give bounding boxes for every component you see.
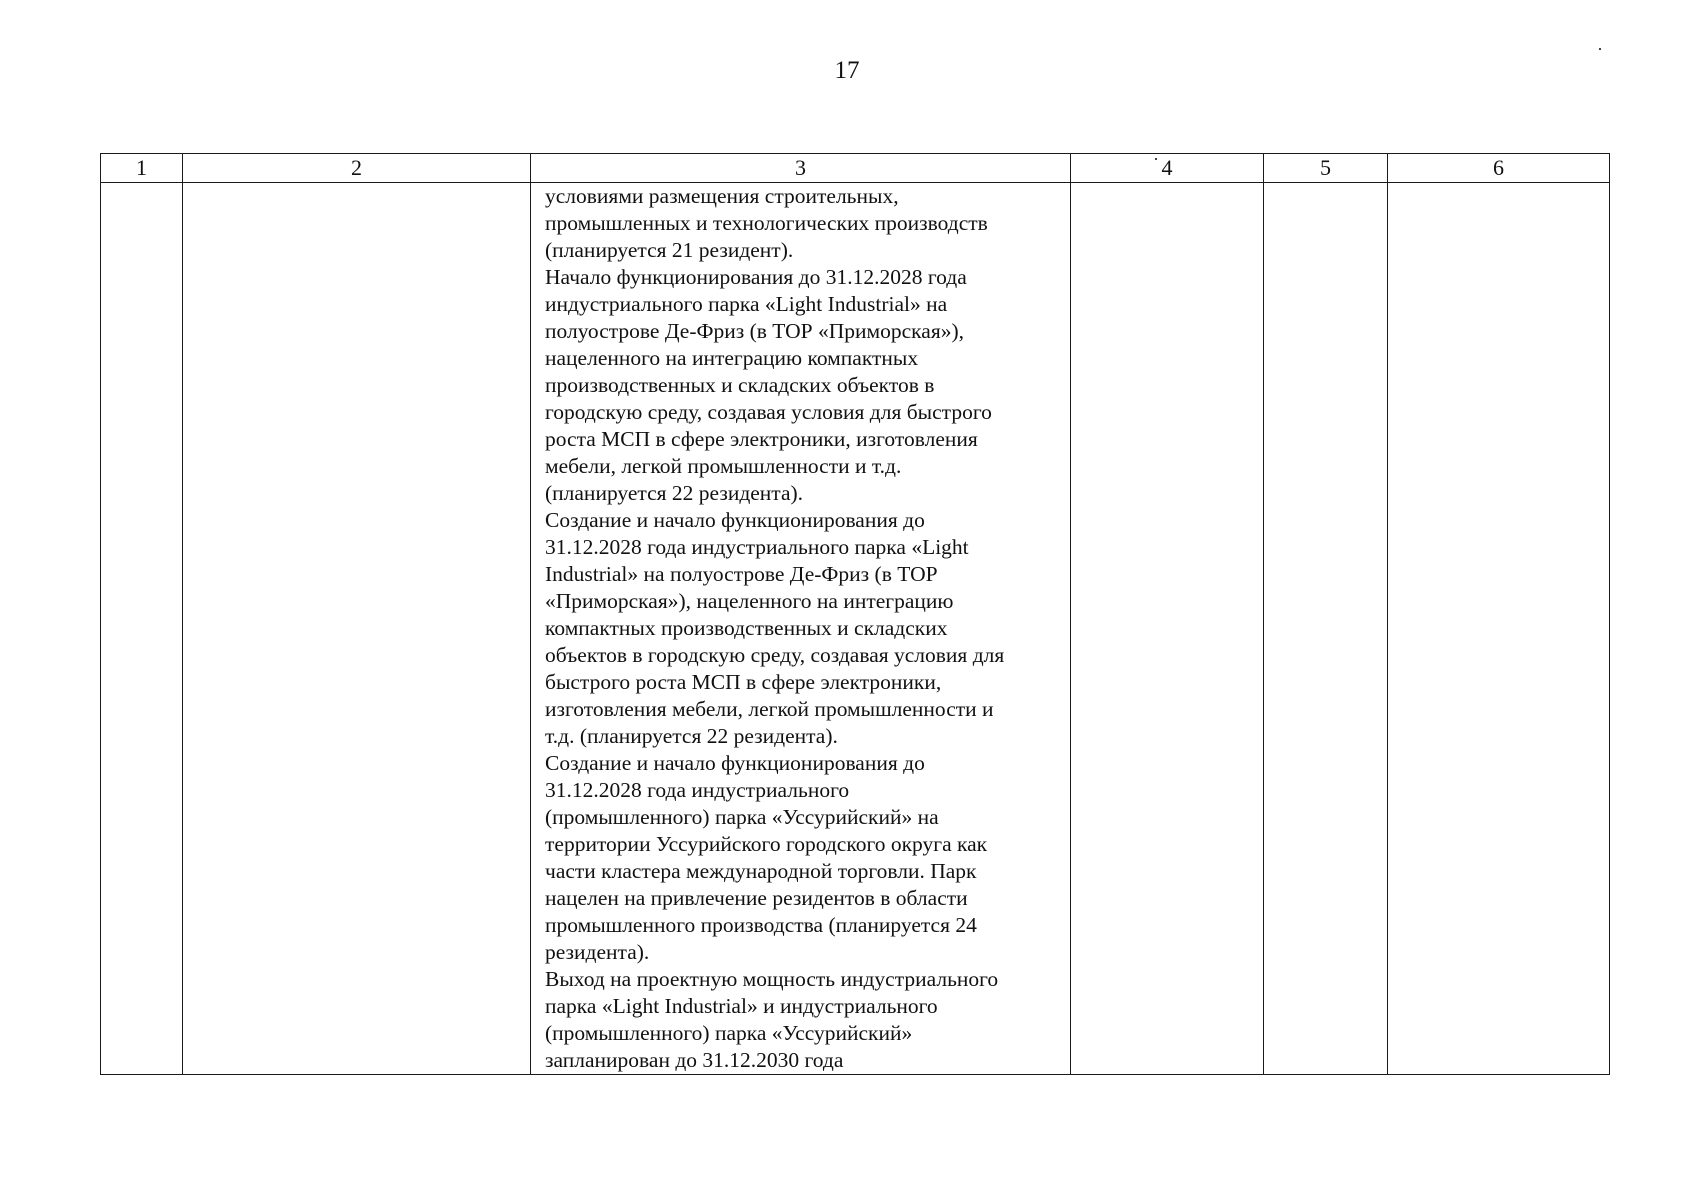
table-row	[101, 183, 1610, 1075]
column-header-3: 3	[531, 154, 1071, 183]
cell-col1	[101, 183, 183, 1075]
cell-col5	[1264, 183, 1388, 1075]
column-header-1: 1	[101, 154, 183, 183]
scan-speck	[1599, 48, 1601, 50]
cell-col3-text: условиями размещения строительных, промышленных и технологических производств (планируется 21 резидент). Начало функционирования до 31.12.2028 года индустриального парка «Light Industrial» на полуострове Де-Фриз (в ТОР «Приморская»), нацеленного на интеграцию компактных производственных и складских объектов в городскую среду, создавая условия для быстрого роста МСП в сфере электроники, изготовления мебели, легкой промышленности и т.д. (планируется 22 резидента). Создание и начало функционирования до 31.12.2028 года индустриального парка «Light Industrial» на полуострове Де-Фриз (в ТОР «Приморская»), нацеленного на интеграцию компактных производственных и складских объектов в городскую среду, создавая условия для быстрого роста МСП в сфере электроники, изготовления мебели, легкой промышленности и т.д. (планируется 22 резидента). Создание и начало функционирования до 31.12.2028 года индустриального (промышленного) парка «Уссурийский» на территории Уссурийского городского округа как части кластера международной торговли. Парк нацелен на привлечение резидентов в области промышленного производства (планируется 24 резидента). Выход на проектную мощность индустриального парка «Light Industrial» и индустриального (промышленного) парка «Уссурийский» запланирован до 31.12.2030 года	[545, 184, 1005, 1072]
cell-col6	[1388, 183, 1610, 1075]
scan-speck	[1155, 158, 1157, 160]
table-header-row	[101, 154, 1610, 183]
cell-col3	[531, 183, 1071, 1075]
column-header-4: 4	[1071, 154, 1264, 183]
column-header-6: 6	[1388, 154, 1610, 183]
document-table	[100, 153, 1610, 1075]
column-header-5: 5	[1264, 154, 1388, 183]
cell-col4	[1071, 183, 1264, 1075]
page-number: 17	[834, 57, 860, 84]
cell-col2	[183, 183, 531, 1075]
column-header-2: 2	[183, 154, 531, 183]
